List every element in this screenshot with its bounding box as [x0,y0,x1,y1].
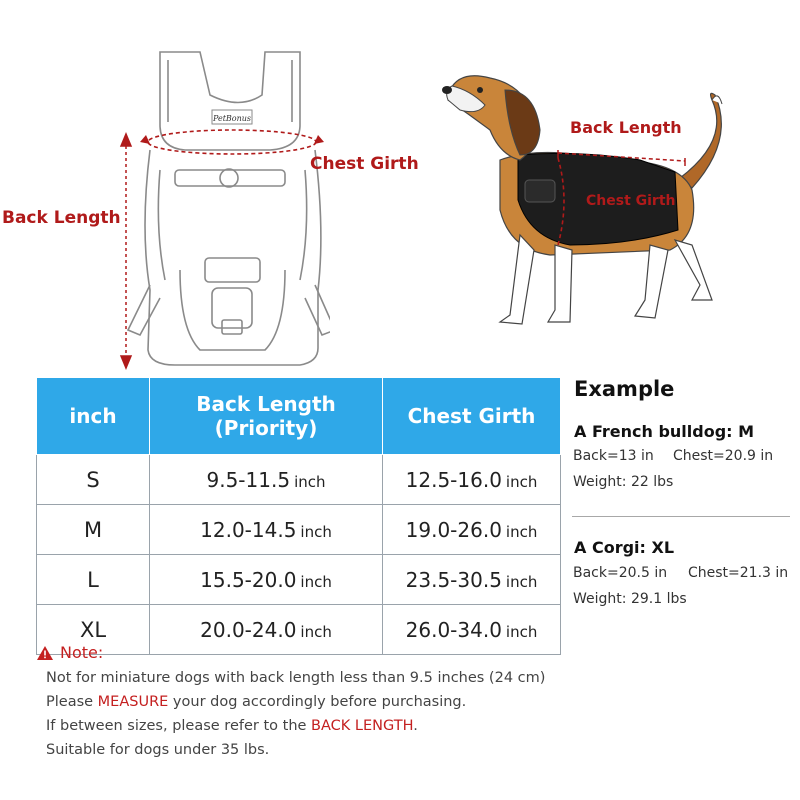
example-back: Back=20.5 in [573,565,668,581]
unit-label: inch [505,572,538,591]
example-dog-name: A Corgi: XL [574,538,675,557]
back-length-value: 20.0-24.0 [200,617,297,642]
back-length-cell [150,505,383,555]
size-cell: L [37,555,150,605]
table-row [37,555,561,605]
column-header: inch [37,378,150,455]
unit-label: inch [300,622,332,641]
brand-tag: PetBonus [212,114,252,123]
example-title: Example [574,377,675,401]
column-header: Chest Girth [383,378,561,455]
example-back: Back=13 in [573,448,654,464]
carrier-illustration [0,30,330,375]
note-heading-text: Note: [60,643,104,662]
example-divider [572,516,790,517]
unit-label: inch [300,522,332,541]
table-row [37,455,561,505]
back-length-cell [150,605,383,655]
chest-girth-value: 12.5-16.0 [405,467,502,492]
unit-label: inch [300,572,332,591]
note-line-4: Suitable for dogs under 35 lbs. [46,742,270,758]
chest-girth-value: 23.5-30.5 [405,567,502,592]
size-cell: XL [37,605,150,655]
note-text: If between sizes, please refer to the [46,718,312,734]
chest-girth-cell [383,555,561,605]
chest-girth-cell [383,605,561,655]
column-header: Back Length (Priority) [150,378,383,455]
back-length-cell [150,555,383,605]
note-line-2 [46,694,466,710]
note-heading [36,643,103,662]
size-table [36,377,561,655]
note-text: your dog accordingly before purchasing. [168,694,467,710]
table-row [37,505,561,555]
example-weight: Weight: 29.1 lbs [573,591,687,607]
unit-label: inch [505,622,538,641]
chest-girth-value: 26.0-34.0 [405,617,502,642]
example-weight: Weight: 22 lbs [573,474,674,490]
table-row [37,605,561,655]
chest-girth-value: 19.0-26.0 [405,517,502,542]
chest-girth-cell [383,505,561,555]
unit-label: inch [505,522,538,541]
note-line-1: Not for miniature dogs with back length less than 9.5 inches (24 cm) [46,670,546,686]
example-chest: Chest=21.3 in [688,565,789,581]
example-dog-name: A French bulldog: M [574,422,755,441]
size-cell: S [37,455,150,505]
dog-back-length-label: Back Length [570,118,682,137]
back-length-value: 9.5-11.5 [206,467,291,492]
dog-chest-girth-label: Chest Girth [586,193,676,209]
size-cell: M [37,505,150,555]
table-header-row [37,378,561,455]
dog-illustration [430,60,740,340]
chest-girth-cell [383,455,561,505]
warning-icon [36,645,54,661]
note-text: . [413,718,418,734]
unit-label: inch [294,472,326,491]
back-length-value: 15.5-20.0 [200,567,297,592]
note-highlight: MEASURE [97,694,169,710]
back-length-cell [150,455,383,505]
unit-label: inch [505,472,538,491]
example-chest: Chest=20.9 in [673,448,774,464]
back-length-value: 12.0-14.5 [200,517,297,542]
note-highlight: BACK LENGTH [311,718,414,734]
note-text: Please [46,694,98,710]
carrier-chest-girth-label: Chest Girth [310,154,419,174]
carrier-back-length-label: Back Length [2,208,121,228]
note-line-3 [46,718,418,734]
